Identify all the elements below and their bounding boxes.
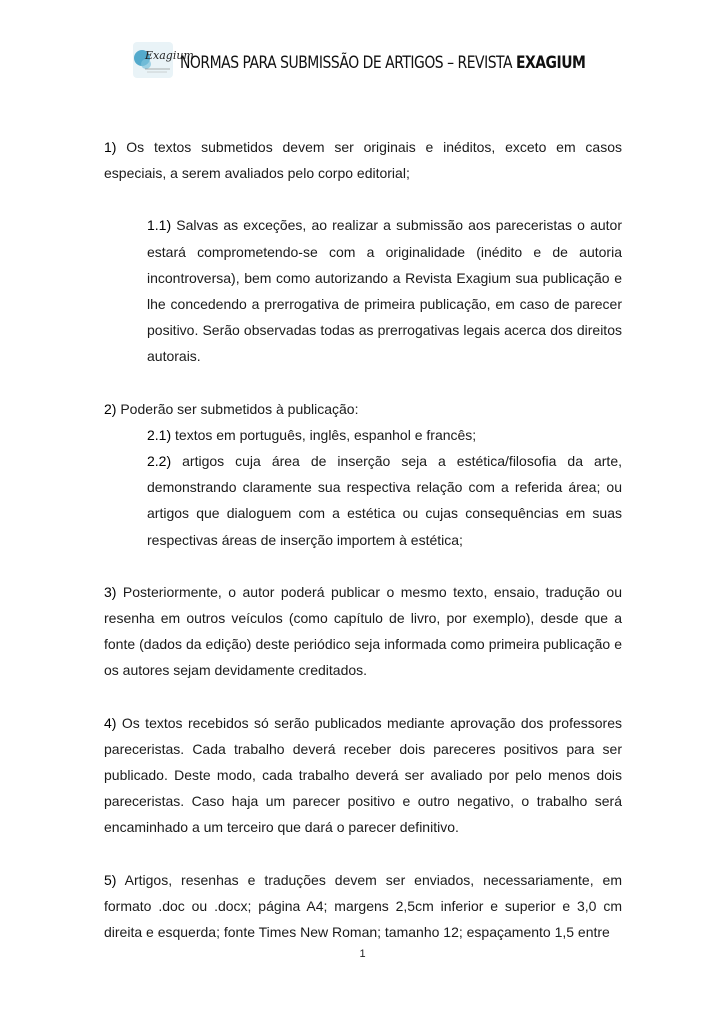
subsection-2-1	[147, 422, 622, 448]
section-text: Os textos submetidos devem ser originais e inéditos, exceto em casos especiais, a serem avaliados pelo corpo editorial;	[104, 139, 622, 182]
section-number: 5)	[104, 871, 117, 888]
section-1	[104, 134, 622, 186]
section-3	[104, 579, 622, 684]
section-number: 3)	[104, 583, 117, 600]
page-header	[133, 40, 603, 80]
subsection-text: textos em português, inglês, espanhol e francês;	[171, 426, 477, 443]
section-text: Artigos, resenhas e traduções devem ser enviados, necessariamente, em formato .doc ou .docx; página A4; margens 2,5cm inferior e superior e 3,0 cm direita e esquerda; fonte Times New Roman; tamanho 12; espaçamento 1,5 entre	[104, 871, 622, 941]
section-number: 1)	[104, 139, 117, 155]
title-prefix: NORMAS PARA SUBMISSÃO DE ARTIGOS – REVISTA	[180, 53, 516, 73]
document-body	[104, 134, 622, 971]
section-4	[104, 710, 622, 841]
subsection-number: 2.2)	[147, 453, 172, 470]
section-text: Os textos recebidos só serão publicados mediante aprovação dos professores pareceristas. Cada trabalho deverá receber dois pareceres positivos para ser publicado. Deste modo, cada trabalho deverá ser avaliado por pelo menos dois pareceristas. Caso haja um parecer positivo e outro negativo, o trabalho será encaminhado a um terceiro que dará o parecer definitivo.	[104, 714, 622, 836]
page-number: 1	[359, 948, 366, 960]
page-title	[180, 53, 585, 73]
section-number: 4)	[104, 714, 117, 731]
section-text: Poderão ser submetidos à publicação:	[116, 400, 359, 417]
exagium-logo	[133, 42, 194, 78]
section-1-subsections	[147, 212, 622, 369]
subsection-2-2	[147, 448, 622, 553]
section-number: 2)	[104, 400, 117, 417]
subsection-text: Salvas as exceções, ao realizar a submissão aos pareceristas o autor estará comprometendo-se com a originalidade (inédito e de autoria incontroversa), bem como autorizando a Revista Exagium sua publicação e lhe concedendo a prerrogativa de primeira publicação, em caso de parecer positivo. Serão observadas todas as prerrogativas legais acerca dos direitos autorais.	[147, 217, 622, 365]
section-5	[104, 867, 622, 946]
subsection-text: artigos cuja área de inserção seja a estética/filosofia da arte, demonstrando claramente sua respectiva relação com a referida área; ou artigos que dialoguem com a estética ou cujas consequências em suas respectivas áreas de inserção importem à estética;	[147, 453, 622, 548]
section-2-subsections	[147, 422, 622, 553]
logo-wordmark: Exagium	[145, 49, 194, 62]
section-2	[104, 396, 622, 422]
title-journal-name: EXAGIUM	[515, 53, 586, 73]
subsection-1-1	[147, 212, 622, 369]
subsection-number: 2.1)	[147, 426, 172, 443]
subsection-number: 1.1)	[147, 217, 172, 234]
section-text: Posteriormente, o autor poderá publicar o mesmo texto, ensaio, tradução ou resenha em outros veículos (como capítulo de livro, por exemplo), desde que a fonte (dados da edição) deste periódico seja informada como primeira publicação e os autores sejam devidamente creditados.	[104, 583, 622, 679]
